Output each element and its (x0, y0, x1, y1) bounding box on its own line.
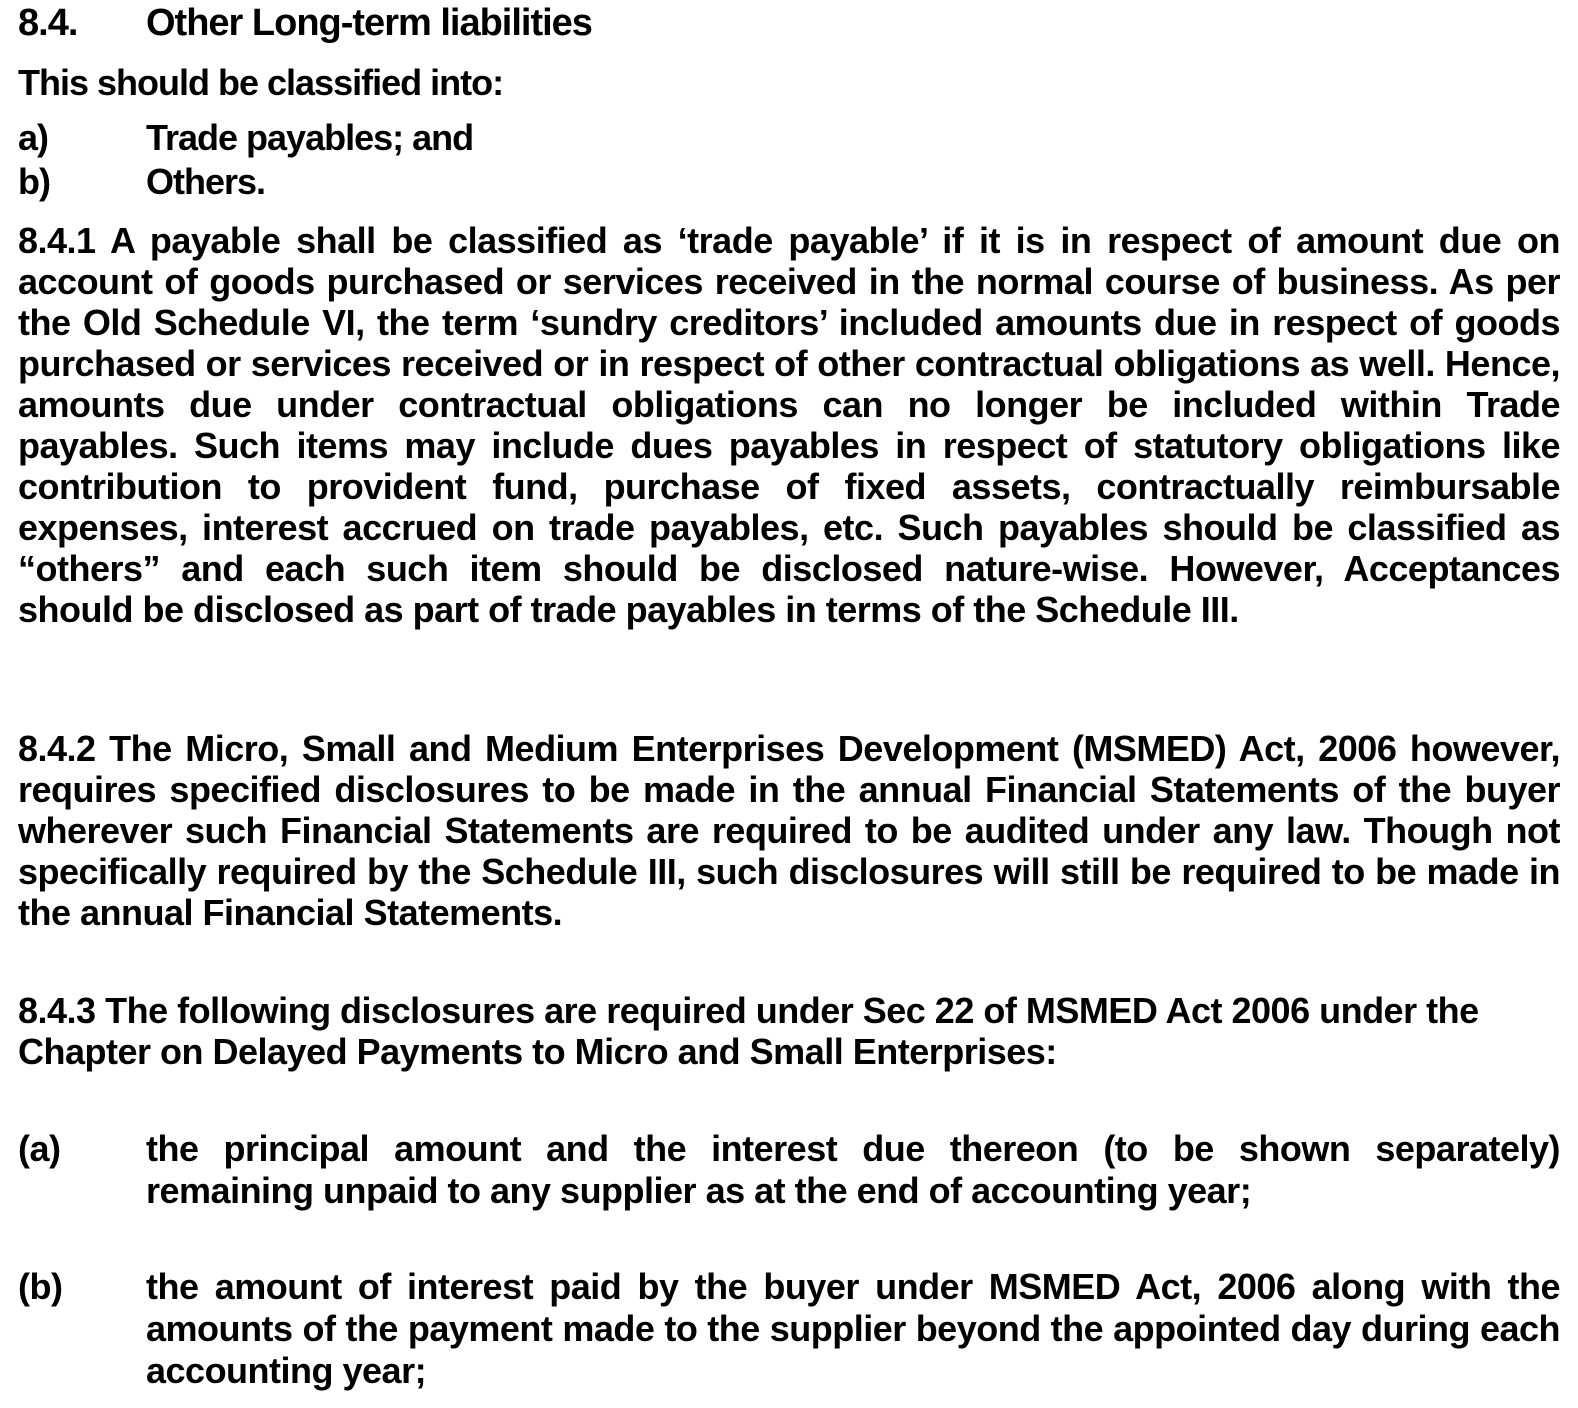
paragraph-text: A payable shall be classified as ‘trade payable’ if it is in respect of amount due on account of goods purchased or services received in the normal course of business. As per the Old Schedule VI, the term ‘sundry creditors’ included amounts due in respect of goods purchased or services received or in respect of other contractual obligations as well. Hence, amounts due under contractual obligations can no longer be included within Trade payables. Such items may include dues payables in respect of statutory obligations like contribution to provident fund, purchase of fixed assets, contractually reimbursable expenses, interest accrued on trade payables, etc. Such payables should be classified as “others” and each such item should be disclosed nature-wise. However, Acceptances should be disclosed as part of trade payables in terms of the Schedule III. (18, 220, 1560, 630)
list-marker: b) (18, 161, 50, 202)
list-item (18, 160, 473, 204)
document-page (18, 0, 1560, 1408)
paragraph-number: 8.4.1 (18, 220, 96, 261)
paragraph-number: 8.4.2 (18, 728, 96, 769)
disclosure-marker: (a) (18, 1128, 61, 1169)
paragraph-8-4-2 (18, 728, 1560, 933)
paragraph-number: 8.4.3 (18, 990, 96, 1031)
section-heading (18, 0, 598, 46)
disclosure-text: the amount of interest paid by the buyer under MSMED Act, 2006 along with the amounts of the payment made to the supplier beyond the appointed day during each accounting year; (146, 1266, 1560, 1391)
section-title: Other Long-term liabilities (146, 1, 592, 44)
disclosure-item-b (18, 1266, 1560, 1392)
list-text: Others. (146, 161, 266, 202)
paragraph-text: The Micro, Small and Medium Enterprises Development (MSMED) Act, 2006 however, requires specified disclosures to be made in the annual Financial Statements of the buyer wherever such Financial Statements are required to be audited under any law. Though not specifically required by the Schedule III, such disclosures will still be required to be made in the annual Financial Statements. (18, 728, 1560, 933)
paragraph-text: The following disclosures are required under Sec 22 of MSMED Act 2006 under the Chapter on Delayed Payments to Micro and Small Enterprises: (18, 990, 1479, 1072)
disclosure-text: the principal amount and the interest due thereon (to be shown separately) remaining unpaid to any supplier as at the end of accounting year; (146, 1128, 1560, 1211)
disclosure-item-a (18, 1128, 1560, 1212)
section-number: 8.4. (18, 1, 78, 44)
paragraph-8-4-3 (18, 990, 1518, 1072)
disclosure-marker: (b) (18, 1266, 63, 1307)
classification-list (18, 116, 473, 204)
intro-text: This should be classified into: (18, 62, 504, 103)
list-marker: a) (18, 117, 49, 158)
paragraph-8-4-1 (18, 220, 1560, 630)
list-item (18, 116, 473, 160)
list-text: Trade payables; and (146, 117, 474, 158)
